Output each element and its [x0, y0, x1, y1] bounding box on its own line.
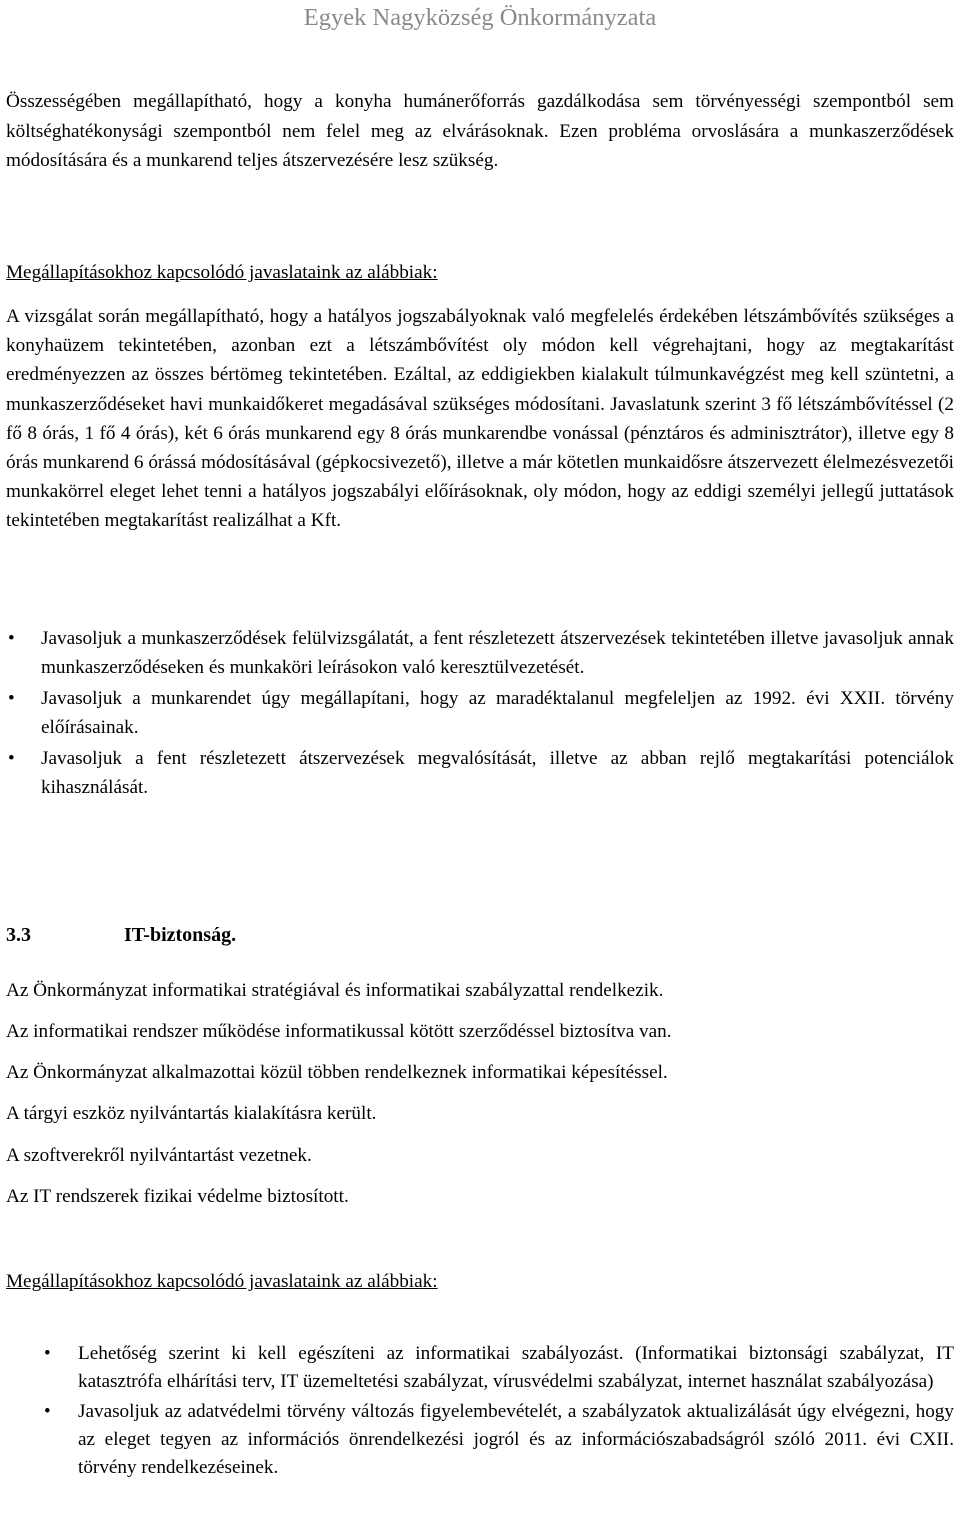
list-item-text: Javasoljuk a munkarendet úgy megállapítani, hogy az maradéktalanul megfeleljen az 1992. évi XXII. törvény előírásainak. [41, 688, 954, 738]
list-item-text: Lehetőség szerint ki kell egészíteni az informatikai szabályozást. (Informatikai biztonsági szabályzat, IT katasztrófa elhárítási terv, IT üzemeltetési szabályzat, vírusvédelmi szabályzat, internet használat szabályozása) [78, 1343, 954, 1392]
recommendation-list-1 [0, 624, 960, 802]
page-header: Egyek Nagyközség Önkormányzata [303, 4, 657, 31]
section-number: 3.3 [6, 924, 31, 946]
bullet-marker: • [8, 688, 15, 709]
list-item-text: Javasoljuk a fent részletezett átszervezések megvalósítását, illetve az abban rejlő megtakarítási potenciálok kihasználását. [41, 748, 954, 798]
intro-paragraph: Összességében megállapítható, hogy a konyha humánerőforrás gazdálkodása sem törvényességi szempontból sem költséghatékonysági szempontból nem felel meg az elvárásoknak. Ezen probléma orvoslására a munkaszerződések módosítására és a munkarend teljes átszervezésére lesz szükség. [6, 91, 954, 171]
bullet-marker: • [44, 1401, 51, 1422]
recommendations-subheading-1: Megállapításokhoz kapcsolódó javaslataink az alábbiak: [6, 262, 438, 283]
list-item [0, 744, 960, 802]
it-finding-line: Az Önkormányzat alkalmazottai közül többen rendelkeznek informatikai képesítéssel. [6, 1062, 668, 1083]
list-item [0, 624, 960, 682]
recommendation-list-2 [0, 1340, 960, 1482]
recommendations-subheading-2: Megállapításokhoz kapcsolódó javaslataink az alábbiak: [6, 1271, 438, 1292]
section-title: IT-biztonság. [124, 924, 237, 946]
list-item-text: Javasoljuk a munkaszerződések felülvizsgálatát, a fent részletezett átszervezések tekintetében illetve javasoljuk annak munkaszerződéseken és munkaköri leírásokon való keresztülvezetését. [41, 628, 954, 678]
staffing-paragraph: A vizsgálat során megállapítható, hogy a hatályos jogszabályoknak való megfelelés érdekében létszámbővítés szükséges a konyhaüzem tekintetében, azonban ezt a létszámbővítést oly módon kell végrehajtani, hogy az megtakarítást eredményezzen az összes bértömeg tekintetében. Ezáltal, az eddigiekben kialakult túlmunkavégzést meg kell szüntetni, a munkaszerződéseket havi munkaidőkeret megadásával szükséges módosítani. Javaslatunk szerint 3 fő létszámbővítéssel (2 fő 8 órás, 1 fő 4 órás), két 6 órás munkarend egy 8 órás munkarendbe vonással (pénztáros és adminisztrátor), illetve egy 8 órás munkarend 6 órássá módosításával (gépkocsivezető), illetve a már kötetlen munkaidősre átszervezett élelmezésvezetői munkakörrel eleget lehet tenni a hatályos jogszabályi előírásoknak, oly módon, hogy az eddigi személyi jellegű juttatások tekintetében megtakarítást realizálhat a Kft. [6, 306, 954, 532]
list-item-text: Javasoljuk az adatvédelmi törvény változás figyelembevételét, a szabályzatok aktualizálását úgy elvégezni, hogy az eleget tegyen az információs önrendelkezési jogról és az információszabadságról szóló 2011. évi CXII. törvény rendelkezéseinek. [78, 1401, 954, 1478]
it-finding-line: Az IT rendszerek fizikai védelme biztosított. [6, 1186, 349, 1207]
it-finding-line: Az informatikai rendszer működése informatikussal kötött szerződéssel biztosítva van. [6, 1021, 672, 1042]
list-item [0, 684, 960, 742]
section-heading [6, 921, 236, 949]
bullet-marker: • [8, 628, 15, 649]
bullet-marker: • [8, 748, 15, 769]
list-item [0, 1398, 960, 1482]
it-finding-line: A szoftverekről nyilvántartást vezetnek. [6, 1145, 312, 1166]
it-finding-line: Az Önkormányzat informatikai stratégiával és informatikai szabályzattal rendelkezik. [6, 980, 664, 1001]
bullet-marker: • [44, 1343, 51, 1364]
list-item [0, 1340, 960, 1396]
it-finding-line: A tárgyi eszköz nyilvántartás kialakításra került. [6, 1103, 377, 1124]
